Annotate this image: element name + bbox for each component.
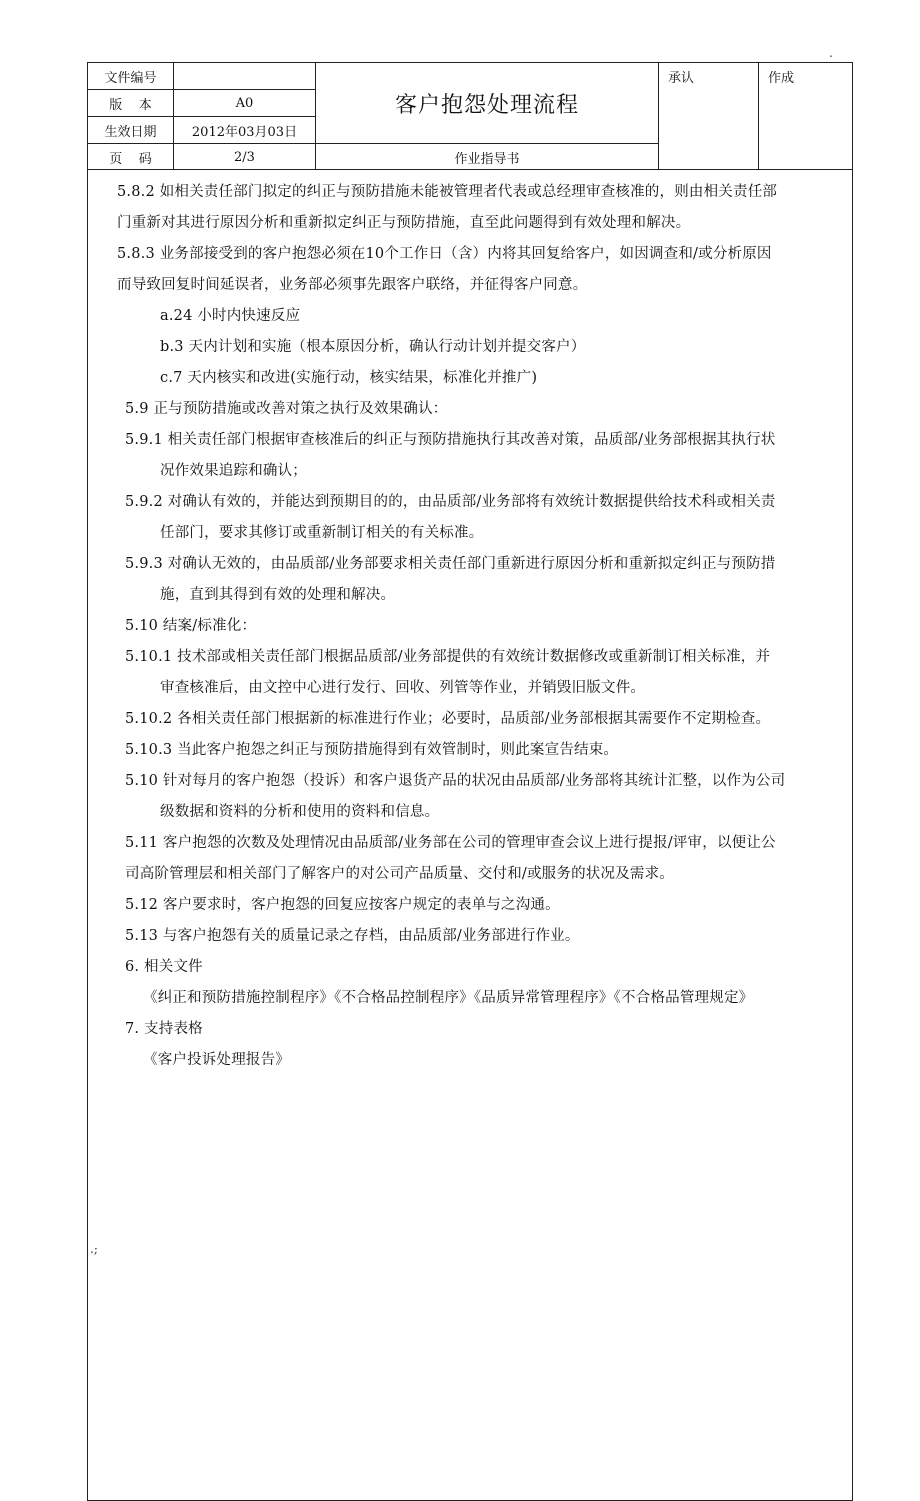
body-line: 5.9 正与预防措施或改善对策之执行及效果确认： — [125, 401, 448, 417]
body-line: 5.8.3 业务部接受到的客户抱怨必须在10个工作日（含）内将其回复给客户，如因调查和/或分析原因 — [117, 246, 772, 262]
body-line: 5.9.1 相关责任部门根据审查核准后的纠正与预防措施执行其改善对策，品质部/业务部根据其执行状 — [125, 432, 776, 448]
body-line: 7. 支持表格 — [125, 1021, 203, 1037]
body-line: 5.10.3 当此客户抱怨之纠正与预防措施得到有效管制时，则此案宣告结束。 — [125, 742, 619, 758]
file-number-value — [174, 63, 315, 89]
version-label: 版 本 — [109, 97, 152, 113]
body-line: b.3 天内计划和实施（根本原因分析，确认行动计划并提交客户） — [160, 339, 586, 355]
effective-date-label: 生效日期 — [104, 124, 157, 140]
top-right-mark: . — [829, 46, 833, 60]
document-title: 客户抱怨处理流程 — [394, 92, 579, 118]
body-line: 5.10 针对每月的客户抱怨（投诉）和客户退货产品的状况由品质部/业务部将其统计汇整，以作为公司 — [125, 773, 786, 789]
body-line: 5.9.3 对确认无效的，由品质部/业务部要求相关责任部门重新进行原因分析和重新拟定纠正与预防措 — [125, 556, 776, 572]
page-value: 2/3 — [234, 149, 255, 165]
version-value: A0 — [235, 95, 254, 111]
body-line: 6. 相关文件 — [125, 959, 203, 975]
body-line: 5.8.2 如相关责任部门拟定的纠正与预防措施未能被管理者代表或总经理审查核准的，则由相关责任部 — [117, 184, 778, 200]
body-line: 5.13 与客户抱怨有关的质量记录之存档，由品质部/业务部进行作业。 — [125, 928, 580, 944]
page-label: 页 码 — [109, 151, 152, 167]
body-line: 5.10 结案/标准化： — [125, 618, 257, 634]
body-line: 司高阶管理层和相关部门了解客户的对公司产品质量、交付和/或服务的状况及需求。 — [125, 866, 674, 882]
effective-date-value: 2012年03月03日 — [191, 124, 298, 140]
body-line: 5.10.2 各相关责任部门根据新的标准进行作业；必要时，品质部/业务部根据其需要作不定期检查。 — [125, 711, 771, 727]
body-line: 5.11 客户抱怨的次数及处理情况由品质部/业务部在公司的管理审查会议上进行提报/评审，以便让公 — [125, 835, 776, 851]
make-label: 作成 — [768, 70, 795, 86]
body-line: 5.9.2 对确认有效的，并能达到预期目的的，由品质部/业务部将有效统计数据提供给技术科或相关责 — [125, 494, 776, 510]
body-line: 《纠正和预防措施控制程序》《不合格品控制程序》《品质异常管理程序》《不合格品管理规定》 — [143, 990, 754, 1006]
approve-label: 承认 — [668, 70, 695, 86]
body-line: 门重新对其进行原因分析和重新拟定纠正与预防措施，直至此问题得到有效处理和解决。 — [117, 215, 691, 231]
body-line: 5.10.1 技术部或相关责任部门根据品质部/业务部提供的有效统计数据修改或重新制订相关标准，并 — [125, 649, 771, 665]
body-line: 《客户投诉处理报告》 — [143, 1052, 290, 1068]
body-line: 任部门，要求其修订或重新制订相关的有关标准。 — [160, 525, 484, 541]
bottom-left-mark: .; — [90, 1242, 98, 1256]
body-line: 而导致回复时间延误者，业务部必须事先跟客户联络，并征得客户同意。 — [117, 277, 588, 293]
body-line: 审查核准后，由文控中心进行发行、回收、列管等作业，并销毁旧版文件。 — [160, 680, 646, 696]
body-line: 况作效果追踪和确认； — [160, 463, 307, 479]
body-line: 5.12 客户要求时，客户抱怨的回复应按客户规定的表单与之沟通。 — [125, 897, 560, 913]
file-number-label: 文件编号 — [104, 70, 157, 86]
document-header — [87, 62, 853, 170]
body-line: c.7 天内核实和改进(实施行动，核实结果，标准化并推广) — [160, 370, 538, 386]
body-line: 级数据和资料的分析和使用的资料和信息。 — [160, 804, 440, 820]
body-line: 施，直到其得到有效的处理和解决。 — [160, 587, 396, 603]
body-line: a.24 小时内快速反应 — [160, 308, 301, 324]
document-subtitle: 作业指导书 — [454, 151, 520, 167]
